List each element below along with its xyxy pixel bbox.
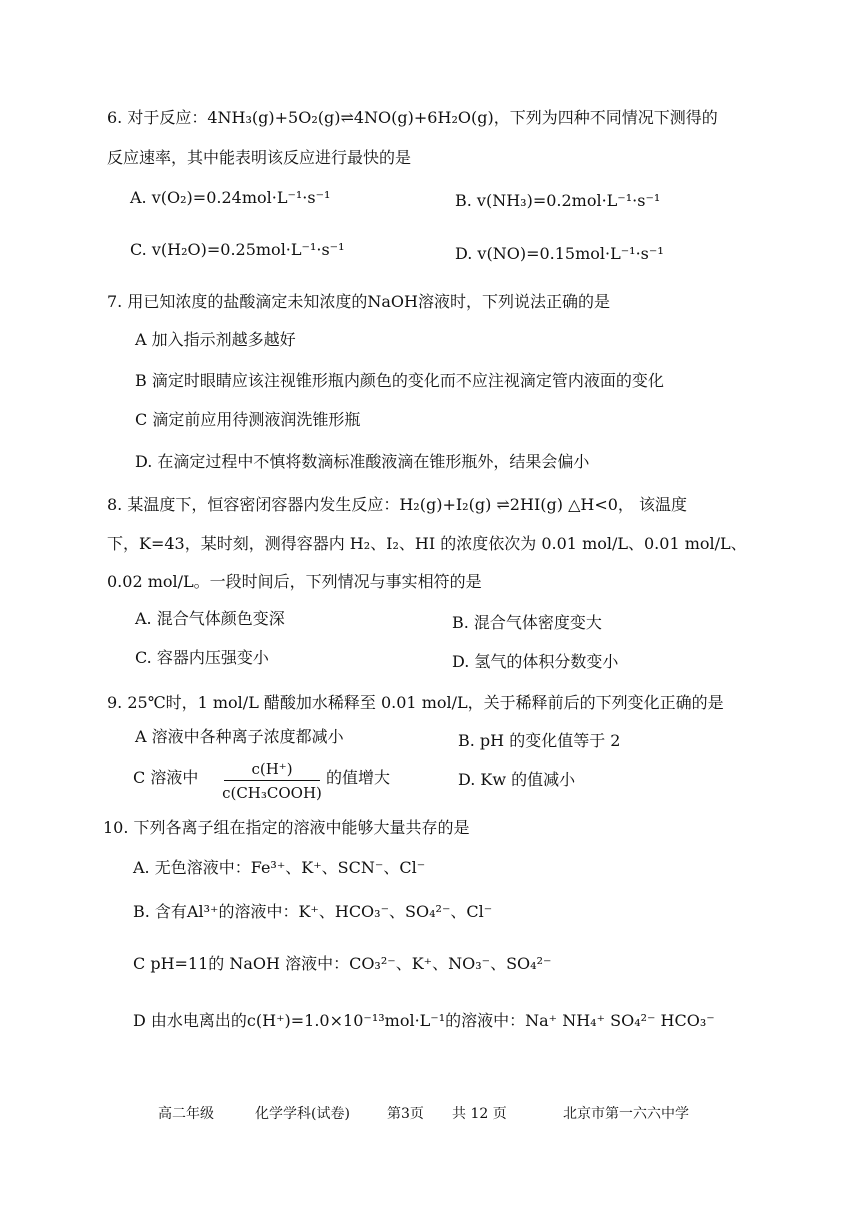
q8-stem-line2: 下，K=43，某时刻，测得容器内 H₂、I₂、HI 的浓度依次为 0.01 mol/L、0.01 mol/L、 — [107, 534, 747, 553]
footer-school: 北京市第一六六中学 — [563, 1106, 689, 1122]
q9-option-b: B. pH 的变化值等于 2 — [458, 731, 621, 750]
q6-stem-line1: 6. 对于反应：4NH₃(g)+5O₂(g)⇌4NO(g)+6H₂O(g)，下列为四种不同情况下测得的 — [107, 108, 718, 127]
q8-option-d: D. 氢气的体积分数变小 — [452, 652, 619, 671]
q7-option-c: C 滴定前应用待测液润洗锥形瓶 — [135, 410, 361, 429]
footer-grade: 高二年级 — [158, 1106, 214, 1122]
q7-option-d: D. 在滴定过程中不慎将数滴标准酸液滴在锥形瓶外，结果会偏小 — [135, 452, 590, 471]
footer-subject: 化学学科(试卷) — [255, 1106, 350, 1122]
q6-option-a: A. v(O₂)=0.24mol·L⁻¹·s⁻¹ — [130, 188, 331, 207]
q8-option-b: B. 混合气体密度变大 — [452, 613, 602, 632]
q9-fraction-denominator: c(CH₃COOH) — [222, 784, 322, 802]
footer-page: 第3页 — [387, 1106, 424, 1122]
q6-option-d: D. v(NO)=0.15mol·L⁻¹·s⁻¹ — [455, 244, 664, 263]
q9-option-c-suffix: 的值增大 — [326, 768, 391, 787]
q7-option-a: A 加入指示剂越多越好 — [135, 330, 296, 349]
q8-option-a: A. 混合气体颜色变深 — [135, 609, 285, 628]
q8-option-c: C. 容器内压强变小 — [135, 648, 269, 667]
q9-fraction-numerator: c(H⁺) — [251, 760, 293, 778]
q9-option-d: D. Kw 的值减小 — [458, 770, 576, 789]
q6-option-b: B. v(NH₃)=0.2mol·L⁻¹·s⁻¹ — [455, 191, 661, 210]
q6-option-c: C. v(H₂O)=0.25mol·L⁻¹·s⁻¹ — [130, 240, 345, 259]
q9-fraction-bar — [224, 780, 320, 781]
q8-stem-line1: 8. 某温度下，恒容密闭容器内发生反应：H₂(g)+I₂(g) ⇌2HI(g) △H<0， 该温度 — [107, 495, 688, 514]
q9-option-c-prefix: C 溶液中 — [133, 768, 199, 787]
footer-total: 共 12 页 — [452, 1106, 507, 1122]
q10-option-a: A. 无色溶液中：Fe³⁺、K⁺、SCN⁻、Cl⁻ — [133, 858, 426, 877]
q10-option-d: D 由水电离出的c(H⁺)=1.0×10⁻¹³mol·L⁻¹的溶液中：Na⁺ NH₄⁺ SO₄²⁻ HCO₃⁻ — [133, 1011, 715, 1030]
q8-stem-line3: 0.02 mol/L。一段时间后，下列情况与事实相符的是 — [107, 572, 482, 591]
q10-option-b: B. 含有Al³⁺的溶液中：K⁺、HCO₃⁻、SO₄²⁻、Cl⁻ — [133, 902, 493, 921]
q7-option-b: B 滴定时眼睛应该注视锥形瓶内颜色的变化而不应注视滴定管内液面的变化 — [135, 371, 664, 390]
q10-option-c: C pH=11的 NaOH 溶液中：CO₃²⁻、K⁺、NO₃⁻、SO₄²⁻ — [133, 954, 552, 973]
q9-option-a: A 溶液中各种离子浓度都减小 — [135, 727, 344, 746]
q9-stem: 9. 25℃时，1 mol/L 醋酸加水稀释至 0.01 mol/L，关于稀释前后的下列变化正确的是 — [107, 693, 724, 712]
q6-stem-line2: 反应速率，其中能表明该反应进行最快的是 — [107, 148, 412, 167]
q7-stem: 7. 用已知浓度的盐酸滴定未知浓度的NaOH溶液时，下列说法正确的是 — [107, 292, 610, 311]
q10-stem: 10. 下列各离子组在指定的溶液中能够大量共存的是 — [103, 818, 470, 837]
